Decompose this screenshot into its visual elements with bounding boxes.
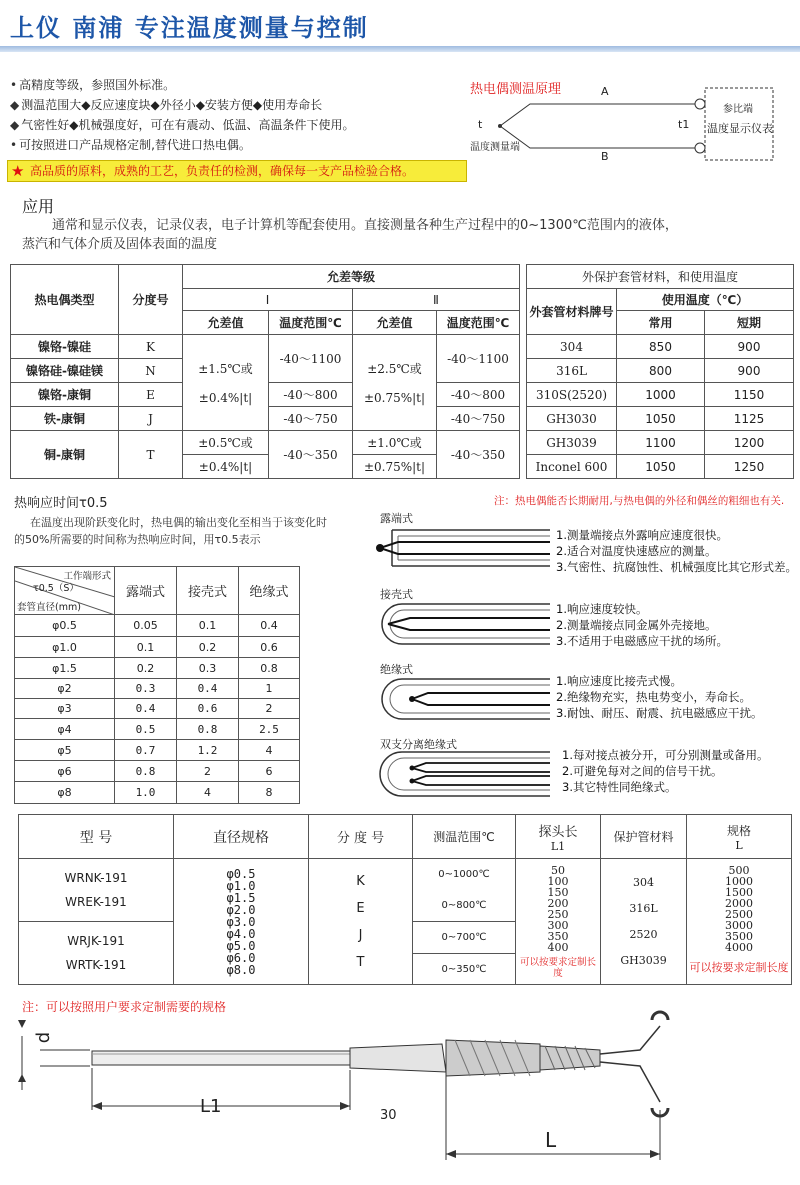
- diameter-cell: φ0.5 φ1.0 φ1.5 φ2.0 φ3.0 φ4.0 φ5.0 φ6.0 φ8.0: [174, 859, 309, 985]
- model-table: [18, 814, 792, 985]
- type-name: 露端式: [380, 512, 413, 525]
- header-temp: 使用温度（℃）: [617, 289, 794, 311]
- table-cell: K: [119, 335, 183, 359]
- table-cell: φ6: [15, 761, 115, 782]
- application-text-2: 蒸汽和气体介质及固体表面的温度: [22, 237, 218, 252]
- product-drawing: [0, 1010, 800, 1185]
- header-grounded: 接壳式: [177, 567, 239, 615]
- header-value-1: 允差值: [183, 311, 269, 335]
- header-diameter: 直径规格: [174, 815, 309, 859]
- header-insulated: 绝缘式: [239, 567, 300, 615]
- table-cell: 0.1: [177, 615, 239, 637]
- model-cell: WRNK-191 WREK-191: [19, 859, 174, 922]
- header-material: 外套管材料牌号: [527, 289, 617, 335]
- table-cell: φ1.0: [15, 637, 115, 658]
- header-grade: 分 度 号: [309, 815, 413, 859]
- table-cell: 2: [177, 761, 239, 782]
- grade-cell: K E J T: [309, 859, 413, 985]
- header-range: 测温范围℃: [413, 815, 516, 859]
- table-cell: ±0.5℃或: [183, 431, 269, 455]
- l1-label: L1: [200, 1096, 222, 1117]
- header-grade: 分度号: [119, 265, 183, 335]
- table-cell: -40～800: [269, 383, 353, 407]
- type-name: 接壳式: [380, 588, 413, 601]
- table-cell: 0.4: [177, 679, 239, 699]
- header-divider: [0, 46, 800, 52]
- t-label: t: [478, 118, 483, 131]
- table-cell: 1: [239, 679, 300, 699]
- feature-item: ◆ 气密性好◆机械强度好，可在有震动、低温、高温条件下使用。: [10, 118, 355, 132]
- table-cell: 1250: [705, 455, 794, 479]
- table-cell: 0.8: [177, 719, 239, 740]
- table-cell: φ2: [15, 679, 115, 699]
- table-cell: φ0.5: [15, 615, 115, 637]
- ref-end-label: 参比端: [723, 104, 753, 115]
- table-cell: T: [119, 431, 183, 479]
- table-cell: 850: [617, 335, 705, 359]
- response-title: 热响应时间τ0.5: [14, 496, 108, 511]
- material-table: [526, 264, 794, 479]
- header-normal: 常用: [617, 311, 705, 335]
- table-cell: φ5: [15, 740, 115, 761]
- table-cell: Inconel 600: [527, 455, 617, 479]
- type-desc: 1.响应速度比接壳式慢。 2.绝缘物充实，热电势变小，寿命长。 3.耐蚀、耐压、耐震、抗电磁感应干扰。: [556, 674, 763, 720]
- table-cell: 316L: [527, 359, 617, 383]
- table-cell: ±2.5℃或 ±0.75%|t|: [353, 335, 437, 431]
- table-cell: 2: [239, 699, 300, 719]
- table-cell: 镍铬硅-镍硅镁: [11, 359, 119, 383]
- wire-b-label: B: [601, 150, 609, 163]
- table-cell: 0.8: [115, 761, 177, 782]
- table-cell: 1050: [617, 407, 705, 431]
- table-cell: ±0.75%|t|: [353, 455, 437, 479]
- header-range-2: 温度范围℃: [437, 311, 520, 335]
- table-cell: E: [119, 383, 183, 407]
- l-label: L: [545, 1128, 557, 1152]
- table-cell: 0.5: [115, 719, 177, 740]
- type-desc: 1.响应速度较快。 2.测量端接点同金属外壳接地。 3.不适用于电磁感应干扰的场所。: [556, 602, 728, 648]
- range-cell: 0~700℃ 0~350℃: [413, 922, 516, 985]
- table-cell: 0.1: [115, 637, 177, 658]
- table-cell: 1200: [705, 431, 794, 455]
- application-text-1: 通常和显示仪表，记录仪表，电子计算机等配套使用。直接测量各种生产过程中的0~1300℃范围内的液体，: [52, 218, 678, 233]
- table-cell: 2.5: [239, 719, 300, 740]
- table-cell: 0.4: [239, 615, 300, 637]
- table-cell: -40～800: [437, 383, 520, 407]
- table-cell: 8: [239, 782, 300, 804]
- table-cell: ±1.5℃或 ±0.4%|t|: [183, 335, 269, 431]
- table-cell: 900: [705, 335, 794, 359]
- table-cell: 1.2: [177, 740, 239, 761]
- bottom-note: 注：可以按照用户要求定制需要的规格: [22, 1000, 227, 1014]
- star-icon: ★: [11, 162, 25, 180]
- table-cell: 4: [177, 782, 239, 804]
- table-cell: 6: [239, 761, 300, 782]
- table-cell: 1.0: [115, 782, 177, 804]
- table-cell: 0.2: [177, 637, 239, 658]
- type-desc: 1.每对接点被分开，可分别测量或备用。 2.可避免每对之间的信号干扰。 3.其它特性同绝缘式。: [562, 748, 769, 794]
- dual-insulated-junction-drawing: [372, 748, 552, 800]
- table-cell: 4: [239, 740, 300, 761]
- header-short: 短期: [705, 311, 794, 335]
- type-name: 双支分离绝缘式: [380, 738, 457, 751]
- insulated-junction-drawing: [372, 673, 552, 725]
- type-name: 绝缘式: [380, 663, 413, 676]
- probe-cell: 50 100 150 200 250 300 350 400 可以按要求定制长度: [516, 859, 601, 985]
- table-cell: 1150: [705, 383, 794, 407]
- spec-cell: 500 1000 1500 2000 2500 3000 3500 4000 可以按要求定制长度: [687, 859, 792, 985]
- type-desc: 1.测量端接点外露响应速度很快。 2.适合对温度快速感应的测量。 3.气密性、抗腐蚀性、机械强度比其它形式差。: [556, 528, 797, 574]
- page-number: 30: [380, 1108, 397, 1123]
- header-type: 热电偶类型: [11, 265, 119, 335]
- response-desc-1: 在温度出现阶跃变化时，热电偶的输出变化至相当于该变化时: [30, 516, 327, 529]
- header-probe: 探头长 L1: [516, 815, 601, 859]
- feature-item: • 高精度等级，参照国外标准。: [10, 78, 176, 92]
- quality-banner: ★ 高品质的原料，成熟的工艺，负责任的检测，确保每一支产品检验合格。: [7, 160, 467, 182]
- table-cell: -40～350: [437, 431, 520, 479]
- table-cell: φ4: [15, 719, 115, 740]
- table-cell: -40～350: [269, 431, 353, 479]
- table-cell: 0.05: [115, 615, 177, 637]
- measure-end-label: 温度测量端: [470, 142, 520, 153]
- feature-item: ◆ 测温范围大◆反应速度块◆外径小◆安装方便◆使用寿命长: [10, 98, 323, 112]
- principle-diagram: [470, 76, 795, 176]
- table-cell: φ3: [15, 699, 115, 719]
- table-cell: φ1.5: [15, 658, 115, 679]
- table-cell: 0.7: [115, 740, 177, 761]
- header-model: 型 号: [19, 815, 174, 859]
- table-cell: GH3030: [527, 407, 617, 431]
- table-cell: 304: [527, 335, 617, 359]
- table-cell: 310S(2520): [527, 383, 617, 407]
- table-cell: GH3039: [527, 431, 617, 455]
- table-cell: 镍铬-康铜: [11, 383, 119, 407]
- material-note: 注：热电偶能否长期耐用,与热电偶的外径和偶丝的粗细也有关.: [494, 495, 785, 507]
- response-table: [14, 566, 300, 804]
- header-material: 保护管材料: [601, 815, 687, 859]
- table-cell: -40～1100: [269, 335, 353, 383]
- table-cell: N: [119, 359, 183, 383]
- table-cell: ±0.4%|t|: [183, 455, 269, 479]
- header-exposed: 露端式: [115, 567, 177, 615]
- t1-label: t1: [678, 118, 690, 131]
- material-title: 外保护套管材料，和使用温度: [527, 265, 794, 289]
- header-class-1: Ⅰ: [183, 289, 353, 311]
- header-range-1: 温度范围℃: [269, 311, 353, 335]
- table-cell: ±1.0℃或: [353, 431, 437, 455]
- table-cell: J: [119, 407, 183, 431]
- wire-a-label: A: [601, 85, 609, 98]
- table-cell: 1050: [617, 455, 705, 479]
- table-cell: -40～1100: [437, 335, 520, 383]
- table-cell: -40～750: [437, 407, 520, 431]
- table-cell: -40～750: [269, 407, 353, 431]
- table-cell: 1000: [617, 383, 705, 407]
- principle-title: 热电偶测温原理: [470, 82, 562, 97]
- diameter-label: d: [33, 1031, 55, 1044]
- table-cell: 铜-康铜: [11, 431, 119, 479]
- table-cell: 0.6: [239, 637, 300, 658]
- header-value-2: 允差值: [353, 311, 437, 335]
- table-cell: φ8: [15, 782, 115, 804]
- table-cell: 0.4: [115, 699, 177, 719]
- exposed-junction-drawing: [372, 522, 552, 574]
- table-cell: 1100: [617, 431, 705, 455]
- range-cell: 0~1000℃ 0~800℃: [413, 859, 516, 922]
- tolerance-table: [10, 264, 520, 479]
- material-cell: 304 316L 2520 GH3039: [601, 859, 687, 985]
- table-cell: 900: [705, 359, 794, 383]
- table-cell: 0.3: [115, 679, 177, 699]
- table-cell: 0.8: [239, 658, 300, 679]
- table-cell: 铁-康铜: [11, 407, 119, 431]
- grounded-junction-drawing: [372, 598, 552, 650]
- feature-item: • 可按照进口产品规格定制,替代进口热电偶。: [10, 138, 251, 152]
- table-cell: 镍铬-镍硅: [11, 335, 119, 359]
- header-tolerance: 允差等级: [183, 265, 520, 289]
- table-corner-cell: 工作端形式 τ0.5（S） 套管直径(mm): [15, 567, 115, 615]
- table-cell: 0.3: [177, 658, 239, 679]
- table-cell: 0.2: [115, 658, 177, 679]
- header-spec: 规格 L: [687, 815, 792, 859]
- display-label: 温度显示仪表: [707, 122, 773, 135]
- model-cell: WRJK-191 WRTK-191: [19, 922, 174, 985]
- table-cell: 0.6: [177, 699, 239, 719]
- table-cell: 800: [617, 359, 705, 383]
- page-title: 上仪 南浦 专注温度测量与控制: [10, 13, 369, 42]
- header-class-2: Ⅱ: [353, 289, 520, 311]
- table-cell: 1125: [705, 407, 794, 431]
- application-title: 应用: [22, 197, 55, 216]
- response-desc-2: 的50%所需要的时间称为热响应时间，用τ0.5表示: [14, 533, 261, 546]
